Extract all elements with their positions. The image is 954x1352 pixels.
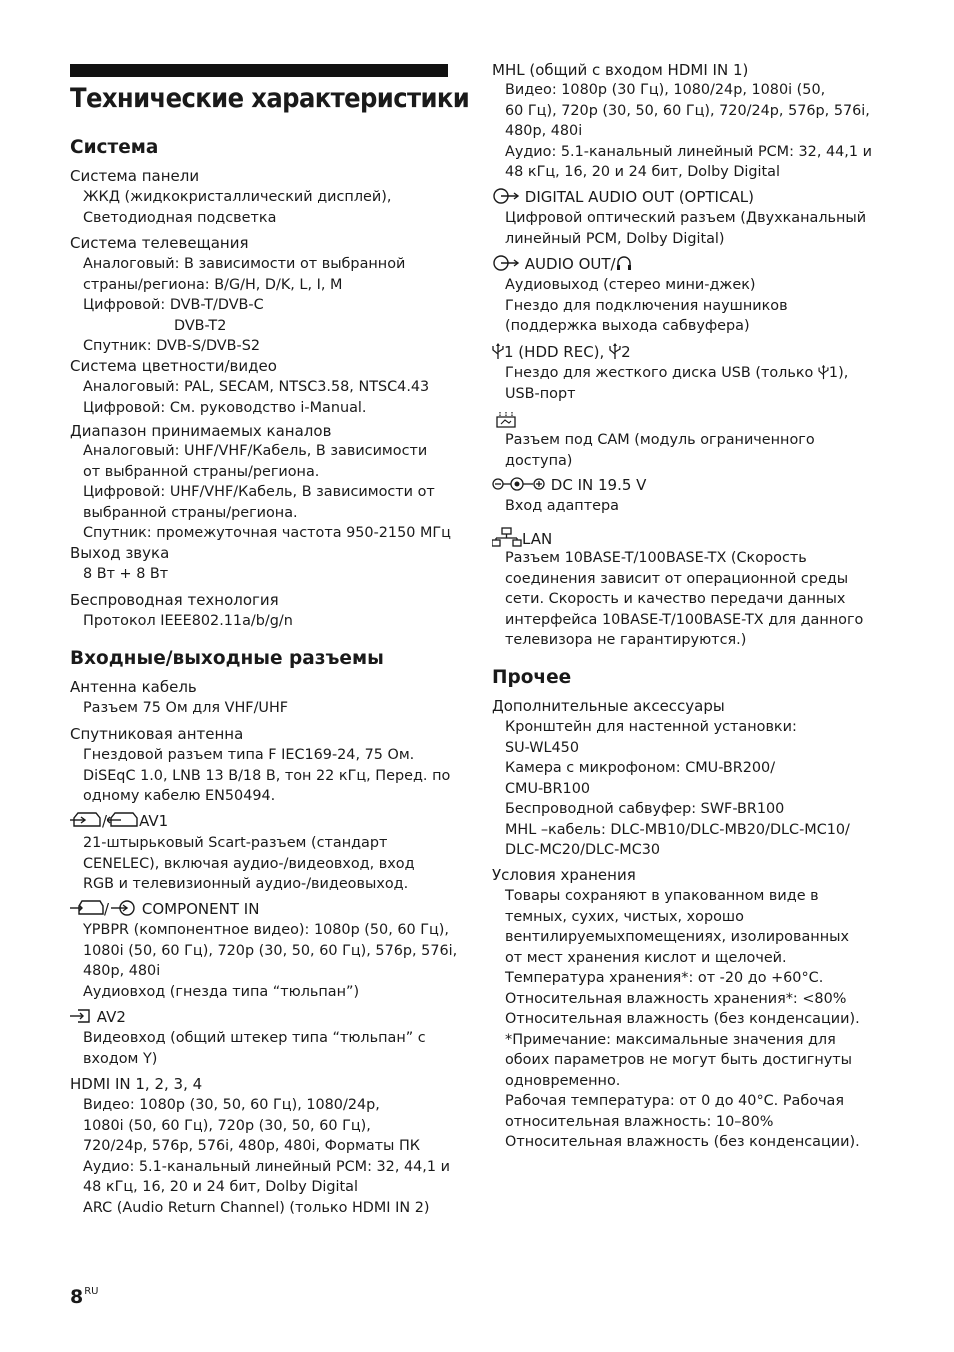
spec-label-component: / COMPONENT IN xyxy=(70,899,259,919)
spec-label-audio-out-jack: AUDIO OUT/ xyxy=(492,254,632,274)
spec-body-audio-out-jack: Аудиовыход (стерео мини-джек) Гнездо для подключения наушников (поддержка выхода сабвуфера) xyxy=(505,277,788,334)
spec-body-accessories: Кронштейн для настенной установки: SU-WL450 Камера с микрофоном: CMU-BR200/ CMU-BR100 Беспроводной сабвуфер: SWF-BR100 MHL –кабель: DLC-MB10/DLC-MB20/DLC-MC10/ DLC-MC20/DLC-MC30 xyxy=(505,719,850,858)
spec-label-channels: Диапазон принимаемых каналов xyxy=(70,422,332,440)
spec-body-dc-in: Вход адаптера xyxy=(505,498,619,514)
spec-body-component: YPBPR (компонентное видео): 1080p (50, 60 Гц), 1080i (50, 60 Гц), 720p (30, 50, 60 Гц), 576p, 576i, 480p, 480i Аудиовход (гнезда типа “тюльпан”) xyxy=(83,922,458,1000)
audio-output-icon xyxy=(492,254,520,272)
spec-label-audio-out: Выход звука xyxy=(70,544,170,562)
spec-body-broadcast: Аналоговый: В зависимости от выбранной страны/региона: B/G/H, D/K, L, I, M Цифровой: DVB-T/DVB-C DVB-T2 Спутник: DVB-S/DVB-S2 xyxy=(83,256,406,354)
spec-body-antenna: Разъем 75 Ом для VHF/UHF xyxy=(83,700,289,716)
video-input-icon xyxy=(70,1007,92,1025)
spec-label-panel: Система панели xyxy=(70,167,200,185)
headphones-icon xyxy=(616,254,632,272)
dc-polarity-icon xyxy=(492,475,546,493)
spec-body-storage: Товары сохраняют в упакованном виде в темных, сухих, чистых, хорошо вентилируемыхпомещениях, изолированных от мест хранения кислот и щелочей. Температура хранения*: от -20 до +60°C. Относительная влажность хранения*: <80% Относительная влажность (без конденсации). *Примечание: максимальные значения для обоих параметров не могут быть достигнуты одновременно. Рабочая температура: от 0 до 40°C. Рабочая относительная влажность: 10–80% Относительная влажность (без конденсации). xyxy=(505,888,860,1150)
spec-body-hdmi: Видео: 1080p (30, 50, 60 Гц), 1080/24p, 1080i (50, 60 Гц), 720p (30, 50, 60 Гц), 720/24p, 576p, 576i, 480p, 480i, Форматы ПК Аудио: 5.1-канальный линейный PCM: 32, 44,1 и 48 кГц, 16, 20 и 24 бит, Dolby Digital ARC (Audio Return Channel) (только HDMI IN 2) xyxy=(83,1097,450,1216)
spec-body-color: Аналоговый: PAL, SECAM, NTSC3.58, NTSC4.43 Цифровой: См. руководство i-Manual. xyxy=(83,379,430,416)
spec-body-panel: ЖКД (жидкокристаллический дисплей), Светодиодная подсветка xyxy=(83,189,392,226)
spec-body-av2: Видеовход (общий штекер типа “тюльпан” с входом Y) xyxy=(83,1030,426,1067)
spec-label-broadcast: Система телевещания xyxy=(70,234,249,252)
spec-label-satellite: Спутниковая антенна xyxy=(70,725,244,743)
spec-label-optical: DIGITAL AUDIO OUT (OPTICAL) xyxy=(492,187,754,207)
spec-label-storage: Условия хранения xyxy=(492,866,636,884)
spec-body-wireless: Протокол IEEE802.11a/b/g/n xyxy=(83,613,293,629)
section-heading-io: Входные/выходные разъемы xyxy=(70,648,384,669)
cam-slot-icon xyxy=(494,411,518,429)
spec-label-color: Система цветности/видео xyxy=(70,357,277,375)
section-heading-system: Система xyxy=(70,137,159,158)
spec-body-lan: Разъем 10BASE-T/100BASE-TX (Скорость соединения зависит от операционной среды сети. Скорость и качество передачи данных интерфейса 10BASE-T/100BASE-TX для данного телевизора не гарантируются.) xyxy=(505,550,864,648)
spec-body-mhl: Видео: 1080p (30 Гц), 1080/24p, 1080i (50, 60 Гц), 720p (30, 50, 60 Гц), 720/24p, 576p, 576i, 480p, 480i Аудио: 5.1-канальный линейный PCM: 32, 44,1 и 48 кГц, 16, 20 и 24 бит, Dolby Digital xyxy=(505,82,872,180)
spec-label-accessories: Дополнительные аксессуары xyxy=(492,697,725,715)
usb-icon xyxy=(492,342,504,360)
scart-input-icon xyxy=(70,811,102,829)
spec-label-usb: 1 (HDD REC), 2 xyxy=(492,342,631,362)
spec-label-lan: LAN xyxy=(492,527,552,549)
spec-label-dc-in: DC IN 19.5 V xyxy=(492,475,646,495)
page-title: Технические характеристики xyxy=(70,83,470,114)
spec-body-av1: 21-штырьковый Scart-разъем (стандарт CENELEC), включая аудио-/видеовход, вход RGB и телевизионный аудио-/видеовыход. xyxy=(83,835,415,892)
spec-body-usb: Гнездо для жесткого диска USB (только 1), USB-порт xyxy=(505,365,849,402)
title-bar xyxy=(70,64,448,77)
usb-icon xyxy=(609,342,621,360)
page-number: $8^{RU}$ xyxy=(70,1286,99,1308)
network-icon xyxy=(492,527,522,547)
usb-icon xyxy=(818,364,829,380)
spec-body-channels: Аналоговый: UHF/VHF/Кабель, В зависимости от выбранной страны/региона. Цифровой: UHF/VHF/Кабель, В зависимости от выбранной страны/региона. Спутник: промежуточная частота 950-2150 МГц xyxy=(83,443,451,541)
spec-body-optical: Цифровой оптический разъем (Двухканальный линейный PCM, Dolby Digital) xyxy=(505,210,867,247)
spec-label-mhl: MHL (общий с входом HDMI IN 1) xyxy=(492,61,749,79)
scart-output-icon xyxy=(107,811,139,829)
audio-output-icon xyxy=(492,187,520,205)
page-lang: RU xyxy=(84,1286,99,1297)
spec-label-av2: AV2 xyxy=(70,1007,126,1027)
section-heading-other: Прочее xyxy=(492,667,572,688)
spec-label-wireless: Беспроводная технология xyxy=(70,591,279,609)
component-video-icon xyxy=(70,899,104,917)
audio-input-icon xyxy=(109,899,137,917)
spec-label-hdmi: HDMI IN 1, 2, 3, 4 xyxy=(70,1075,203,1093)
spec-label-av1: / AV1 xyxy=(70,811,168,831)
spec-body-satellite: Гнездовой разъем типа F IEC169-24, 75 Ом. DiSEqC 1.0, LNB 13 В/18 В, тон 22 кГц, Перед. по одному кабелю EN50494. xyxy=(83,747,451,804)
spec-body-audio-out: 8 Вт + 8 Вт xyxy=(83,566,169,582)
spec-body-cam: Разъем под CAM (модуль ограниченного доступа) xyxy=(505,432,815,469)
spec-label-antenna: Антенна кабель xyxy=(70,678,197,696)
